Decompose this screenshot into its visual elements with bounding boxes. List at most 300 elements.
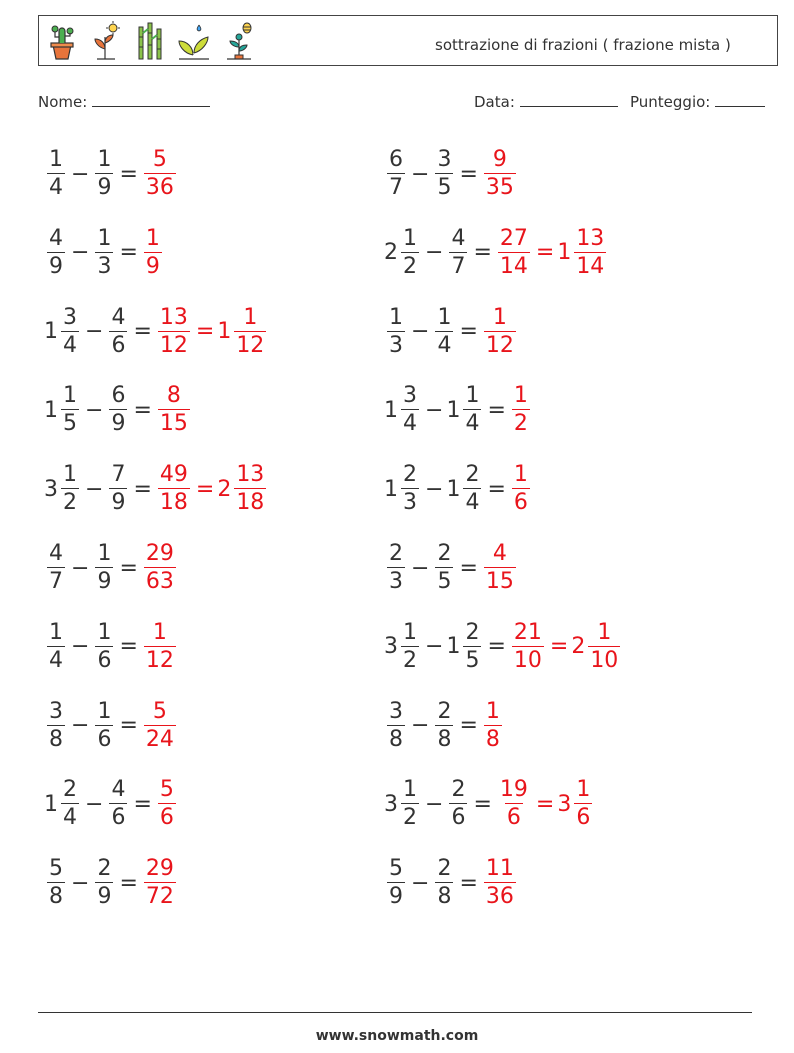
whole-number: 3 bbox=[384, 791, 398, 817]
denominator: 4 bbox=[63, 805, 77, 831]
fraction bbox=[47, 225, 65, 279]
fraction bbox=[449, 225, 467, 279]
answer bbox=[481, 543, 519, 593]
fraction bbox=[588, 619, 620, 673]
fraction bbox=[435, 858, 453, 908]
numerator: 7 bbox=[111, 462, 126, 488]
fraction bbox=[512, 619, 544, 673]
cactus-pot-icon bbox=[45, 21, 79, 61]
equals-sign: = bbox=[535, 791, 555, 817]
minus-sign: − bbox=[71, 161, 90, 187]
denominator: 9 bbox=[49, 253, 63, 279]
numerator: 2 bbox=[437, 541, 452, 566]
equals-sign: = bbox=[119, 240, 138, 266]
numerator: 21 bbox=[513, 619, 542, 645]
fraction bbox=[435, 149, 453, 199]
equals-sign: = bbox=[119, 555, 138, 581]
denominator: 9 bbox=[145, 253, 160, 279]
numerator: 4 bbox=[111, 304, 126, 330]
numerator: 1 bbox=[243, 304, 258, 330]
problem-item bbox=[384, 853, 519, 913]
denominator: 4 bbox=[465, 490, 480, 516]
numerator: 1 bbox=[97, 225, 112, 251]
numerator: 13 bbox=[576, 225, 605, 251]
numerator: 1 bbox=[513, 383, 528, 409]
problem-item bbox=[384, 774, 595, 834]
problem-item bbox=[44, 459, 269, 519]
fraction bbox=[435, 543, 453, 593]
denominator: 3 bbox=[389, 569, 403, 594]
numerator: 6 bbox=[389, 147, 403, 172]
numerator: 1 bbox=[97, 619, 112, 645]
fraction bbox=[484, 698, 502, 752]
problem-item bbox=[44, 144, 179, 204]
fraction bbox=[61, 385, 79, 435]
numerator: 1 bbox=[145, 225, 160, 251]
equals-sign: = bbox=[487, 397, 506, 423]
whole-number: 2 bbox=[384, 240, 398, 266]
whole-number: 1 bbox=[384, 397, 398, 423]
whole-number: 1 bbox=[217, 319, 232, 345]
numerator: 13 bbox=[236, 462, 265, 488]
denominator: 5 bbox=[63, 411, 77, 437]
numerator: 13 bbox=[159, 304, 188, 330]
denominator: 4 bbox=[403, 411, 417, 437]
fraction bbox=[95, 543, 113, 593]
equals-sign: = bbox=[487, 634, 506, 660]
name-blank[interactable] bbox=[92, 92, 210, 107]
fraction bbox=[95, 149, 113, 199]
whole-number: 2 bbox=[217, 476, 232, 502]
fraction bbox=[158, 304, 190, 358]
numerator: 1 bbox=[485, 698, 500, 724]
denominator: 7 bbox=[49, 569, 63, 594]
problem-item bbox=[44, 853, 179, 913]
denominator: 9 bbox=[97, 175, 112, 200]
fraction bbox=[61, 779, 79, 829]
denominator: 9 bbox=[389, 884, 403, 910]
numerator: 2 bbox=[63, 777, 77, 803]
fraction bbox=[401, 385, 419, 435]
minus-sign: − bbox=[85, 319, 104, 345]
denominator: 2 bbox=[403, 647, 417, 673]
date-field bbox=[474, 92, 618, 111]
denominator: 5 bbox=[437, 175, 452, 200]
numerator: 1 bbox=[465, 383, 480, 409]
fraction bbox=[95, 858, 113, 908]
denominator: 18 bbox=[236, 490, 265, 516]
fraction bbox=[449, 779, 467, 829]
problem-item bbox=[384, 617, 623, 677]
minus-sign: − bbox=[71, 555, 90, 581]
denominator: 8 bbox=[389, 726, 403, 752]
denominator: 8 bbox=[485, 726, 500, 752]
numerator: 4 bbox=[111, 777, 126, 803]
numerator: 1 bbox=[403, 619, 417, 645]
numerator: 2 bbox=[403, 462, 417, 488]
minus-sign: − bbox=[411, 161, 430, 187]
numerator: 1 bbox=[492, 304, 507, 330]
minus-sign: − bbox=[85, 791, 104, 817]
denominator: 4 bbox=[49, 175, 63, 200]
denominator: 12 bbox=[145, 647, 174, 673]
numerator: 1 bbox=[152, 619, 167, 645]
fraction bbox=[158, 779, 176, 829]
equals-sign: = bbox=[195, 319, 215, 345]
answer bbox=[141, 543, 179, 593]
denominator: 5 bbox=[437, 569, 452, 594]
denominator: 9 bbox=[97, 569, 112, 594]
fraction bbox=[401, 225, 419, 279]
bee-sprout-icon bbox=[221, 21, 255, 61]
equals-sign: = bbox=[133, 319, 152, 345]
problem-item bbox=[44, 538, 179, 598]
numerator: 3 bbox=[49, 698, 63, 724]
fraction bbox=[401, 779, 419, 829]
minus-sign: − bbox=[411, 319, 430, 345]
fraction bbox=[387, 304, 405, 358]
answer bbox=[141, 698, 179, 752]
minus-sign: − bbox=[71, 634, 90, 660]
denominator: 24 bbox=[145, 726, 174, 752]
fraction bbox=[387, 149, 405, 199]
denominator: 9 bbox=[111, 411, 126, 437]
fraction bbox=[498, 225, 530, 279]
numerator: 5 bbox=[389, 856, 403, 882]
score-field bbox=[630, 92, 765, 111]
denominator: 36 bbox=[485, 884, 514, 910]
denominator: 4 bbox=[49, 647, 63, 673]
denominator: 6 bbox=[111, 805, 126, 831]
whole-number: 1 bbox=[446, 476, 461, 502]
numerator: 3 bbox=[403, 383, 417, 409]
equals-sign: = bbox=[119, 634, 138, 660]
numerator: 27 bbox=[499, 225, 528, 251]
minus-sign: − bbox=[425, 476, 444, 502]
fraction bbox=[47, 858, 65, 908]
denominator: 9 bbox=[111, 490, 126, 516]
numerator: 2 bbox=[451, 777, 466, 803]
fraction bbox=[47, 149, 65, 199]
denominator: 6 bbox=[97, 647, 112, 673]
problem-item bbox=[44, 696, 179, 756]
denominator: 2 bbox=[403, 805, 417, 831]
numerator: 3 bbox=[389, 698, 403, 724]
numerator: 4 bbox=[492, 541, 507, 566]
answer bbox=[481, 304, 519, 358]
numerator: 4 bbox=[451, 225, 466, 251]
footer-divider bbox=[38, 1012, 752, 1013]
numerator: 19 bbox=[499, 777, 528, 803]
fraction bbox=[61, 304, 79, 358]
denominator: 8 bbox=[437, 726, 452, 752]
whole-number: 1 bbox=[446, 634, 461, 660]
fraction bbox=[387, 858, 405, 908]
answer bbox=[141, 858, 179, 908]
numerator: 5 bbox=[152, 147, 167, 172]
numerator: 1 bbox=[403, 225, 417, 251]
denominator: 6 bbox=[451, 805, 466, 831]
whole-number: 1 bbox=[557, 240, 572, 266]
denominator: 6 bbox=[159, 805, 174, 831]
fraction bbox=[484, 543, 516, 593]
denominator: 2 bbox=[513, 411, 528, 437]
fraction bbox=[109, 385, 127, 435]
minus-sign: − bbox=[425, 634, 444, 660]
equals-sign: = bbox=[133, 397, 152, 423]
problem-item bbox=[384, 380, 533, 440]
numerator: 2 bbox=[437, 698, 452, 724]
equals-sign: = bbox=[459, 319, 478, 345]
equals-sign: = bbox=[487, 476, 506, 502]
denominator: 18 bbox=[159, 490, 188, 516]
answer bbox=[141, 619, 179, 673]
denominator: 3 bbox=[403, 490, 417, 516]
score-blank[interactable] bbox=[715, 92, 765, 107]
equals-sign: = bbox=[473, 791, 492, 817]
fraction bbox=[484, 149, 516, 199]
footer-url: www.snowmath.com bbox=[315, 1028, 479, 1044]
numerator: 3 bbox=[437, 147, 452, 172]
denominator: 10 bbox=[513, 647, 542, 673]
denominator: 10 bbox=[590, 647, 619, 673]
denominator: 5 bbox=[465, 647, 480, 673]
denominator: 6 bbox=[111, 332, 126, 358]
denominator: 14 bbox=[576, 253, 605, 279]
denominator: 72 bbox=[145, 884, 174, 910]
whole-number: 1 bbox=[44, 319, 58, 345]
denominator: 6 bbox=[513, 490, 528, 516]
fraction bbox=[435, 698, 453, 752]
minus-sign: − bbox=[85, 397, 104, 423]
fraction bbox=[484, 858, 516, 908]
denominator: 63 bbox=[145, 569, 174, 594]
problem-item bbox=[384, 302, 519, 362]
fraction bbox=[387, 543, 405, 593]
whole-number: 1 bbox=[446, 397, 461, 423]
minus-sign: − bbox=[71, 870, 90, 896]
answer bbox=[509, 385, 533, 435]
whole-number: 1 bbox=[44, 397, 58, 423]
problem-item bbox=[384, 144, 519, 204]
equals-sign: = bbox=[473, 240, 492, 266]
denominator: 7 bbox=[389, 175, 403, 200]
denominator: 12 bbox=[485, 332, 514, 358]
equals-sign: = bbox=[119, 161, 138, 187]
minus-sign: − bbox=[411, 870, 430, 896]
worksheet-title: sottrazione di frazioni ( frazione mista ) bbox=[435, 36, 731, 54]
fraction bbox=[95, 225, 113, 279]
denominator: 3 bbox=[389, 332, 403, 358]
answer bbox=[481, 698, 505, 752]
fraction bbox=[144, 619, 176, 673]
fraction bbox=[158, 464, 190, 514]
equals-sign: = bbox=[459, 555, 478, 581]
numerator: 1 bbox=[597, 619, 612, 645]
problem-item bbox=[44, 380, 193, 440]
answer bbox=[155, 779, 179, 829]
numerator: 1 bbox=[513, 462, 528, 488]
worksheet-header bbox=[38, 15, 778, 66]
numerator: 1 bbox=[389, 304, 403, 330]
denominator: 35 bbox=[485, 175, 514, 200]
fraction bbox=[463, 619, 481, 673]
fraction bbox=[387, 698, 405, 752]
numerator: 5 bbox=[159, 777, 174, 803]
numerator: 1 bbox=[97, 541, 112, 566]
numerator: 1 bbox=[97, 698, 112, 724]
whole-number: 2 bbox=[571, 634, 586, 660]
minus-sign: − bbox=[85, 476, 104, 502]
numerator: 8 bbox=[166, 383, 181, 409]
denominator: 15 bbox=[159, 411, 188, 437]
fraction bbox=[95, 698, 113, 752]
fraction bbox=[512, 464, 530, 514]
answer bbox=[495, 779, 595, 829]
equals-sign: = bbox=[459, 713, 478, 739]
problem-item bbox=[44, 617, 179, 677]
fraction bbox=[401, 464, 419, 514]
sun-plant-icon bbox=[89, 21, 123, 61]
problem-item bbox=[44, 302, 269, 362]
date-blank[interactable] bbox=[520, 92, 618, 107]
fraction bbox=[463, 464, 481, 514]
numerator: 4 bbox=[49, 225, 63, 251]
denominator: 14 bbox=[499, 253, 528, 279]
denominator: 36 bbox=[145, 175, 174, 200]
fraction bbox=[435, 304, 453, 358]
numerator: 1 bbox=[63, 462, 77, 488]
answer bbox=[481, 149, 519, 199]
numerator: 1 bbox=[63, 383, 77, 409]
denominator: 15 bbox=[485, 569, 514, 594]
denominator: 4 bbox=[437, 332, 452, 358]
fraction bbox=[144, 225, 162, 279]
name-field bbox=[38, 92, 210, 111]
fraction bbox=[234, 304, 266, 358]
numerator: 2 bbox=[437, 856, 452, 882]
fraction bbox=[401, 619, 419, 673]
answer bbox=[155, 464, 269, 514]
whole-number: 1 bbox=[44, 791, 58, 817]
denominator: 12 bbox=[159, 332, 188, 358]
denominator: 4 bbox=[63, 332, 77, 358]
numerator: 1 bbox=[437, 304, 452, 330]
denominator: 6 bbox=[576, 805, 591, 831]
denominator: 7 bbox=[451, 253, 466, 279]
numerator: 49 bbox=[159, 462, 188, 488]
numerator: 2 bbox=[465, 462, 480, 488]
equals-sign: = bbox=[119, 713, 138, 739]
numerator: 6 bbox=[111, 383, 126, 409]
denominator: 2 bbox=[403, 253, 417, 279]
problem-item bbox=[384, 223, 609, 283]
date-label: Data: bbox=[474, 93, 515, 111]
answer bbox=[155, 385, 193, 435]
fraction bbox=[144, 698, 176, 752]
numerator: 2 bbox=[465, 619, 480, 645]
fraction bbox=[47, 698, 65, 752]
denominator: 8 bbox=[49, 884, 63, 910]
numerator: 4 bbox=[49, 541, 63, 566]
score-label: Punteggio: bbox=[630, 93, 711, 111]
answer bbox=[509, 619, 623, 673]
problem-item bbox=[44, 774, 179, 834]
equals-sign: = bbox=[195, 476, 215, 502]
minus-sign: − bbox=[71, 240, 90, 266]
whole-number: 3 bbox=[44, 476, 58, 502]
answer bbox=[155, 304, 269, 358]
numerator: 1 bbox=[49, 147, 63, 172]
fraction bbox=[47, 619, 65, 673]
numerator: 1 bbox=[97, 147, 112, 172]
fraction bbox=[144, 858, 176, 908]
numerator: 9 bbox=[492, 147, 507, 172]
minus-sign: − bbox=[71, 713, 90, 739]
whole-number: 3 bbox=[557, 791, 572, 817]
fraction bbox=[109, 304, 127, 358]
denominator: 3 bbox=[97, 253, 112, 279]
problem-item bbox=[384, 538, 519, 598]
name-label: Nome: bbox=[38, 93, 88, 111]
fraction bbox=[512, 385, 530, 435]
equals-sign: = bbox=[459, 161, 478, 187]
problem-item bbox=[384, 696, 505, 756]
numerator: 1 bbox=[403, 777, 417, 803]
numerator: 5 bbox=[152, 698, 167, 724]
denominator: 2 bbox=[63, 490, 77, 516]
equals-sign: = bbox=[133, 476, 152, 502]
numerator: 2 bbox=[389, 541, 403, 566]
fraction bbox=[158, 385, 190, 435]
fraction bbox=[109, 464, 127, 514]
denominator: 12 bbox=[236, 332, 265, 358]
bamboo-icon bbox=[133, 21, 167, 61]
denominator: 8 bbox=[49, 726, 63, 752]
fraction bbox=[95, 619, 113, 673]
numerator: 29 bbox=[145, 856, 174, 882]
answer bbox=[509, 464, 533, 514]
denominator: 6 bbox=[506, 805, 521, 831]
answer bbox=[141, 149, 179, 199]
denominator: 8 bbox=[437, 884, 452, 910]
denominator: 9 bbox=[97, 884, 112, 910]
equals-sign: = bbox=[459, 870, 478, 896]
minus-sign: − bbox=[411, 713, 430, 739]
numerator: 1 bbox=[49, 619, 63, 645]
fraction bbox=[109, 779, 127, 829]
fraction bbox=[144, 149, 176, 199]
numerator: 2 bbox=[97, 856, 112, 882]
minus-sign: − bbox=[425, 240, 444, 266]
fraction bbox=[463, 385, 481, 435]
equals-sign: = bbox=[549, 634, 569, 660]
fraction bbox=[47, 543, 65, 593]
minus-sign: − bbox=[411, 555, 430, 581]
fraction bbox=[484, 304, 516, 358]
numerator: 3 bbox=[63, 304, 77, 330]
equals-sign: = bbox=[535, 240, 555, 266]
fraction bbox=[144, 543, 176, 593]
numerator: 11 bbox=[485, 856, 514, 882]
problem-item bbox=[44, 223, 165, 283]
fraction bbox=[574, 779, 592, 829]
answer bbox=[481, 858, 519, 908]
numerator: 1 bbox=[576, 777, 591, 803]
equals-sign: = bbox=[119, 870, 138, 896]
fraction bbox=[61, 464, 79, 514]
header-icons bbox=[45, 21, 255, 61]
